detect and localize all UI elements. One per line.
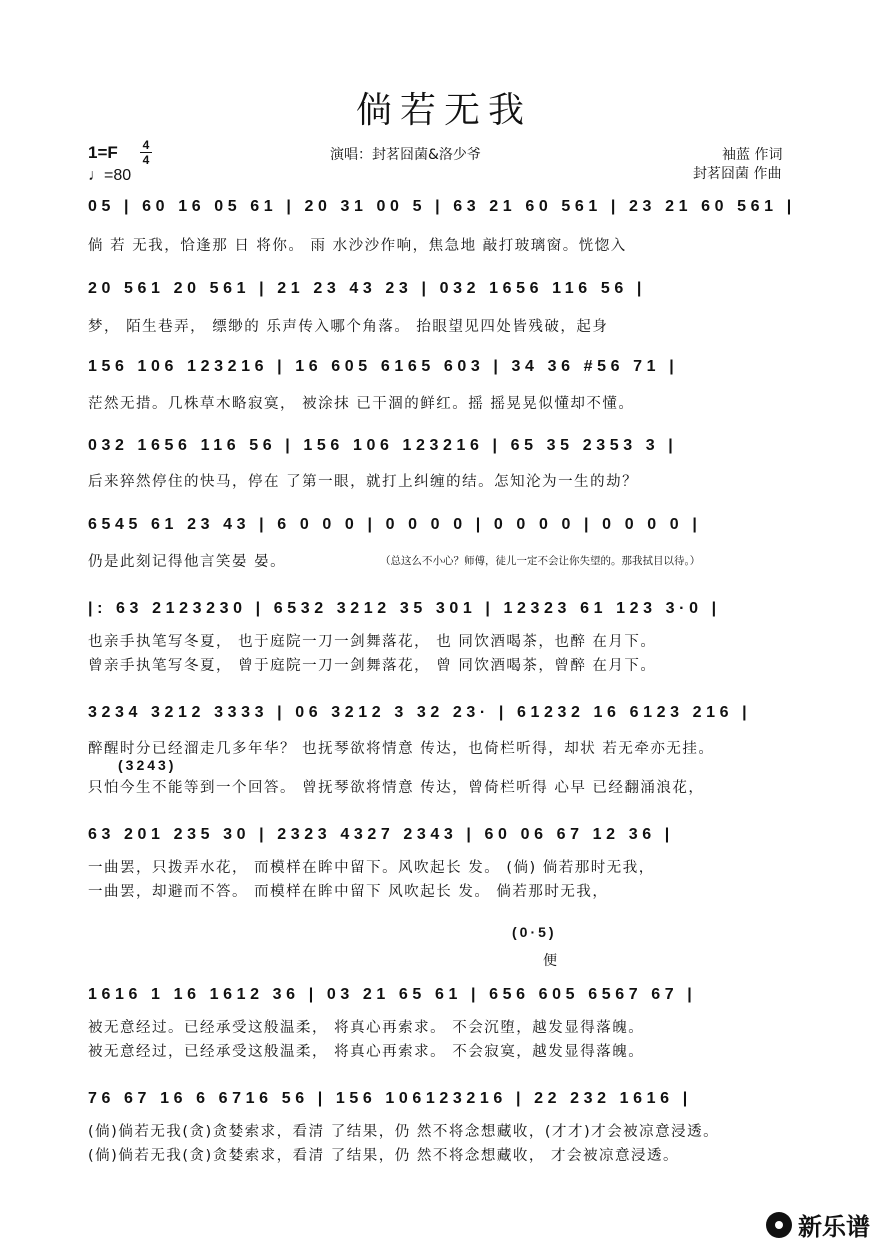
lyric-line-7b: 只怕今生不能等到一个回答。 曾抚琴欲将情意 传达，曾倚栏听得 心早 已经翻涌浪花， [88, 780, 705, 796]
lyric-line-2: 梦， 陌生巷弄， 缥缈的 乐声传入哪个角落。 抬眼望见四处皆残破，起身 [88, 319, 609, 335]
notation-line-10: 76 67 16 6 6716 56 | 156 106123216 | 22 232 1616 | [88, 1090, 692, 1107]
alt-lyric-9: 便 [543, 953, 557, 969]
lyric-line-3: 茫然无措。几株草木略寂寞， 被涂抹 已干涸的鲜红。摇 摇晃晃似懂却不懂。 [88, 396, 635, 412]
logo-text: 新乐谱 [798, 1213, 870, 1241]
lyric-line-9b: 被无意经过，已经承受这般温柔， 将真心再索求。 不会寂寞，越发显得落魄。 [88, 1044, 645, 1060]
alt-notes-7: (3243) [118, 757, 177, 773]
time-signature-top: 4 [142, 138, 150, 152]
notation-line-4: 032 1656 116 56 | 156 106 123216 | 65 35 2353 3 | [88, 437, 678, 454]
time-signature [140, 139, 152, 166]
notation-line-5: 6545 61 23 43 | 6 0 0 0 | 0 0 0 0 | 0 0 0 0 | 0 0 0 0 | [88, 516, 702, 533]
notation-line-7: 3234 3212 3333 | 06 3212 3 32 23· | 61232 16 6123 216 | [88, 704, 752, 721]
alt-notes-9: (0·5) [512, 924, 557, 940]
notation-line-8: 63 201 235 30 | 2323 4327 2343 | 60 06 67 12 36 | [88, 826, 674, 843]
tempo-marking: ♩=80 [88, 167, 132, 184]
lyric-line-1: 倘 若 无我，恰逢那 日 将你。 雨 水沙沙作响，焦急地 敲打玻璃窗。恍惚入 [88, 238, 627, 254]
notation-line-1: 05 | 60 16 05 61 | 20 31 00 5 | 63 21 60 561 | 23 21 60 561 | [88, 198, 796, 215]
lyricist-credit: 袖蓝 作词 [722, 147, 783, 163]
notation-line-6: |: 63 2123230 | 6532 3212 35 301 | 12323 61 123 3·0 | [88, 600, 721, 617]
lyric-line-6a: 也亲手执笔写冬夏， 也于庭院一刀一剑舞落花， 也 同饮酒喝茶，也醉 在月下。 [88, 634, 657, 650]
record-disc-icon [766, 1212, 792, 1238]
song-title: 倘若无我 [355, 90, 532, 131]
lyric-line-6b: 曾亲手执笔写冬夏， 曾于庭院一刀一剑舞落花， 曾 同饮酒喝茶，曾醉 在月下。 [88, 658, 657, 674]
lyric-line-7a: 醉醒时分已经溜走几多年华？ 也抚琴欲将情意 传达，也倚栏听得，却状 若无牵亦无挂。 [88, 741, 715, 757]
lyric-line-8b: 一曲罢，却避而不答。 而模样在眸中留下 风吹起长 发。 倘若那时无我， [88, 884, 609, 900]
key-signature: 1=F [88, 143, 118, 162]
lyric-line-10b: (倘)倘若无我(贪)贪婪索求，看清 了结果，仍 然不将念想藏收， 才会被凉意浸透。 [88, 1148, 679, 1164]
notation-line-2: 20 561 20 561 | 21 23 43 23 | 032 1656 116 56 | [88, 280, 646, 297]
site-logo [766, 1207, 870, 1242]
singer-credit: 演唱：封茗囧菌&洛少爷 [330, 147, 481, 163]
spoken-dialogue: （总这么不小心？师傅，徒儿一定不会让你失望的。那我拭目以待。） [380, 555, 701, 567]
lyric-line-4: 后来猝然停住的快马，停在 了第一眼，就打上纠缠的结。怎知沦为一生的劫？ [88, 474, 639, 490]
notation-line-3: 156 106 123216 | 16 605 6165 603 | 34 36 #56 71 | [88, 358, 679, 375]
time-signature-bottom: 4 [142, 153, 150, 167]
notation-line-9: 1616 1 16 1612 36 | 03 21 65 61 | 656 605 6567 67 | [88, 986, 697, 1003]
composer-credit: 封茗囧菌 作曲 [693, 166, 782, 182]
lyric-line-8a: 一曲罢，只拨弄水花， 而模样在眸中留下。风吹起长 发。 (倘) 倘若那时无我， [88, 860, 655, 876]
lyric-line-5: 仍是此刻记得他言笑晏 晏。 [88, 554, 287, 570]
lyric-line-10a: (倘)倘若无我(贪)贪婪索求，看清 了结果，仍 然不将念想藏收，(才才)才会被凉意浸透。 [88, 1124, 720, 1140]
lyric-line-9a: 被无意经过。已经承受这般温柔， 将真心再索求。 不会沉堕，越发显得落魄。 [88, 1020, 645, 1036]
